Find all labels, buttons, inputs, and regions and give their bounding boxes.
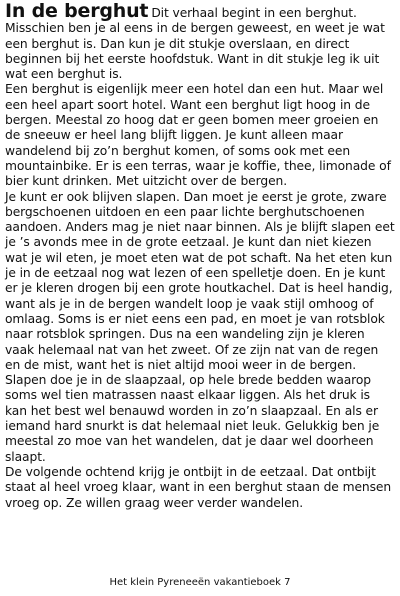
- page-body: [5, 0, 395, 511]
- intro-paragraph: [5, 0, 395, 82]
- paragraph-text: Dit verhaal begint in een berghut. Misschien ben je al eens in de bergen geweest, en weet je wat een berghut is. Dan kun je dit stukje overslaan, en direct beginnen bij het eerste hoofdstuk. Want in dit stukje leg ik uit wat een berghut is.: [5, 6, 385, 82]
- paragraph: Een berghut is eigenlijk meer een hotel dan een hut. Maar wel een heel apart soort hotel. Want een berghut ligt hoog in de bergen. Meestal zo hoog dat er geen bomen meer groeien en de sneeuw er heel lang blijft liggen. Je kunt alleen maar wandelend bij zo’n berghut komen, of soms ook met een mountainbike. Er is een terras, waar je koffie, thee, limonade of bier kunt drinken. Met uitzicht over de bergen.: [5, 82, 391, 189]
- paragraph: De volgende ochtend krijg je ontbijt in de eetzaal. Dat ontbijt staat al heel vroeg klaar, want in een berghut staan de mensen vroeg op. Ze willen graag weer verder wandelen.: [5, 464, 392, 510]
- paragraph: Je kunt er ook blijven slapen. Dan moet je eerst je grote, zware bergschoenen uitdoen en een paar lichte berghutschoenen aandoen. Anders mag je niet naar binnen. Als je blijft slapen eet je ’s avonds mee in de grote eetzaal. Je kunt dan niet kiezen wat je wil eten, je moet eten wat de pot schaft. Na het eten kun je in de eetzaal nog wat lezen of een spelletje doen. En je kunt er je kleren drogen bij een grote houtkachel. Dat is heel handig, want als je in de bergen wandelt loop je vaak stijl omhoog of omlaag. Soms is er niet eens een pad, en moet je van rotsblok naar rotsblok springen. Dus na een wandeling zijn je kleren vaak helemaal nat van het zweet. Of ze zijn nat van de regen en de mist, want het is niet altijd mooi weer in de bergen.: [5, 189, 395, 372]
- page-footer: Het klein Pyreneeën vakantieboek 7: [109, 577, 291, 588]
- chapter-title: In de berghut: [5, 0, 149, 22]
- paragraph: Slapen doe je in de slaapzaal, op hele brede bedden waarop soms wel tien matrassen naast elkaar liggen. Als het druk is kan het best wel benauwd worden in zo’n slaapzaal. En als er iemand hard snurkt is dat helemaal niet leuk. Gelukkig ben je meestal zo moe van het wandelen, dat je daar wel doorheen slaapt.: [5, 373, 380, 464]
